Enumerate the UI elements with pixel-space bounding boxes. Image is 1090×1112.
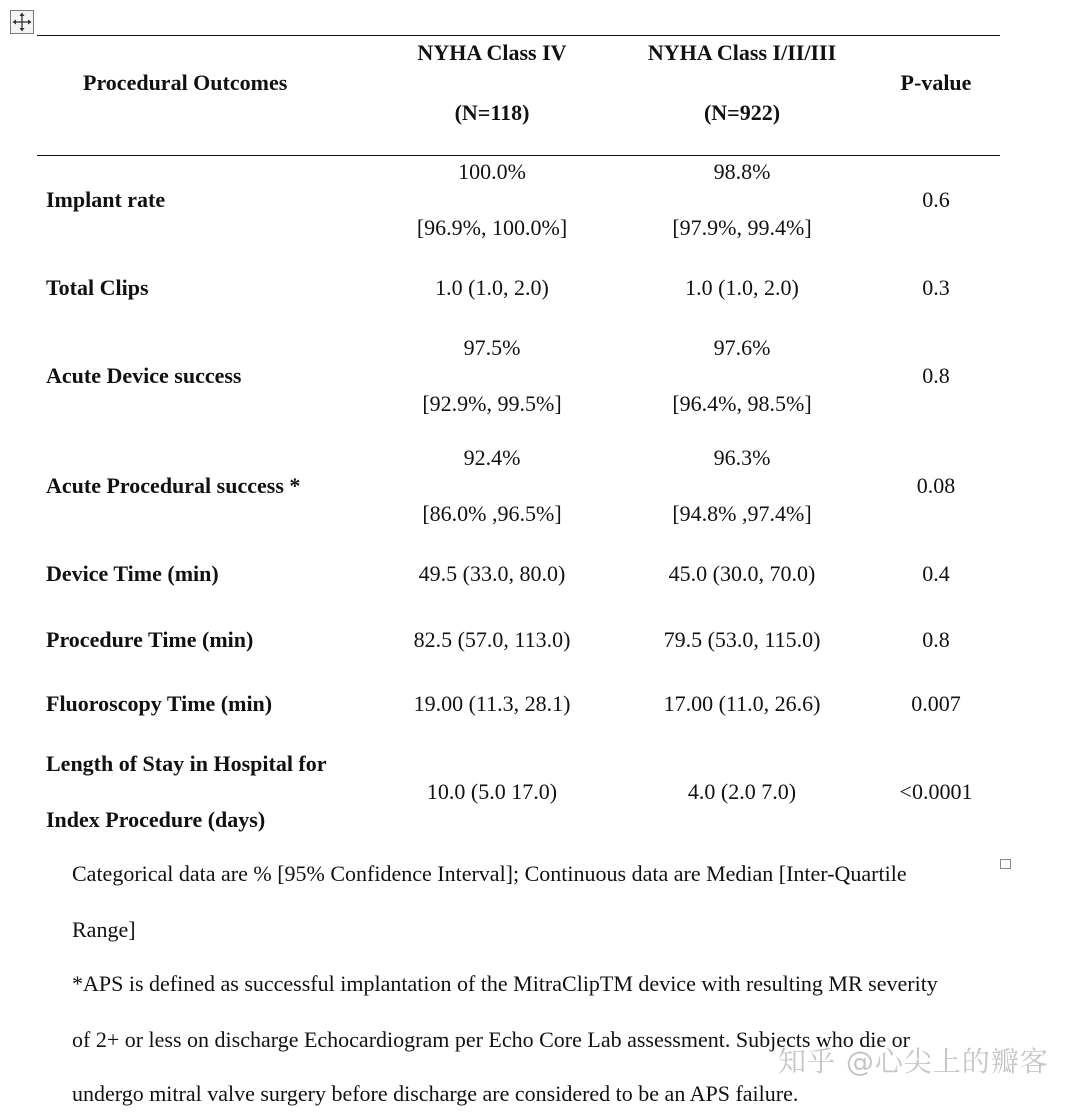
row-label-device-time: Device Time (min) — [46, 561, 219, 586]
move-arrows-icon — [11, 11, 33, 33]
implant-rate-class-iv-ci: [96.9%, 100.0%] — [416, 215, 568, 240]
fluoroscopy-time-class-i-iii: 17.00 (11.0, 26.6) — [663, 691, 821, 716]
device-time-class-i-iii: 45.0 (30.0, 70.0) — [668, 561, 816, 586]
row-label-length-of-stay-line1: Length of Stay in Hospital for — [46, 751, 327, 776]
device-time-class-iv: 49.5 (33.0, 80.0) — [418, 561, 566, 586]
acute-procedural-class-iv-ci: [86.0% ,96.5%] — [422, 501, 562, 526]
row-label-acute-device-success: Acute Device success — [46, 363, 242, 388]
row-label-implant-rate: Implant rate — [46, 187, 166, 212]
acute-device-class-i-iii-ci: [96.4%, 98.5%] — [672, 391, 812, 416]
acute-device-class-iv: 97.5% — [463, 335, 521, 360]
acute-procedural-class-i-iii-ci: [94.8% ,97.4%] — [672, 501, 812, 526]
header-class-iv-count: (N=118) — [454, 100, 530, 125]
length-of-stay-class-iv: 10.0 (5.0 17.0) — [426, 779, 558, 804]
fluoroscopy-time-p-value: 0.007 — [911, 691, 961, 716]
table-move-handle[interactable] — [10, 10, 34, 34]
row-label-length-of-stay-line2: Index Procedure (days) — [46, 807, 266, 832]
fluoroscopy-time-class-iv: 19.00 (11.3, 28.1) — [413, 691, 571, 716]
header-class-i-iii-count: (N=922) — [703, 100, 781, 125]
acute-procedural-class-iv: 92.4% — [463, 445, 521, 470]
header-class-iv-title: NYHA Class IV — [417, 40, 567, 65]
footnote-line-1: Categorical data are % [95% Confidence Interval]; Continuous data are Median [Inter-Quartile — [72, 861, 907, 886]
implant-rate-class-iv: 100.0% — [458, 159, 526, 184]
device-time-p-value: 0.4 — [922, 561, 950, 586]
footnote-line-4: of 2+ or less on discharge Echocardiogram per Echo Core Lab assessment. Subjects who die or — [72, 1027, 910, 1052]
footnote-line-5: undergo mitral valve surgery before discharge are considered to be an APS failure. — [72, 1081, 799, 1106]
acute-device-p-value: 0.8 — [922, 363, 950, 388]
implant-rate-class-i-iii-ci: [97.9%, 99.4%] — [672, 215, 812, 240]
total-clips-class-iv: 1.0 (1.0, 2.0) — [435, 275, 549, 300]
paragraph-marker-box — [1000, 859, 1011, 869]
table-top-rule — [37, 35, 1000, 36]
acute-procedural-class-i-iii: 96.3% — [713, 445, 771, 470]
row-label-total-clips: Total Clips — [46, 275, 149, 300]
acute-procedural-p-value: 0.08 — [916, 473, 956, 498]
length-of-stay-class-i-iii: 4.0 (2.0 7.0) — [687, 779, 797, 804]
length-of-stay-p-value: <0.0001 — [899, 779, 973, 804]
procedure-time-p-value: 0.8 — [922, 627, 950, 652]
implant-rate-class-i-iii: 98.8% — [713, 159, 771, 184]
header-procedural-outcomes: Procedural Outcomes — [83, 70, 288, 95]
row-label-procedure-time: Procedure Time (min) — [46, 627, 254, 652]
footnote-line-2: Range] — [72, 917, 136, 942]
procedure-time-class-iv: 82.5 (57.0, 113.0) — [413, 627, 571, 652]
procedure-time-class-i-iii: 79.5 (53.0, 115.0) — [663, 627, 821, 652]
acute-device-class-iv-ci: [92.9%, 99.5%] — [422, 391, 562, 416]
implant-rate-p-value: 0.6 — [922, 187, 950, 212]
header-p-value: P-value — [900, 70, 972, 95]
row-label-fluoroscopy-time: Fluoroscopy Time (min) — [46, 691, 273, 716]
footnote-line-3: *APS is defined as successful implantation of the MitraClipTM device with resulting MR severity — [72, 971, 938, 996]
watermark: 知乎 @心尖上的瓣客 — [778, 1045, 1049, 1078]
total-clips-p-value: 0.3 — [922, 275, 950, 300]
acute-device-class-i-iii: 97.6% — [713, 335, 771, 360]
row-label-acute-procedural-success: Acute Procedural success * — [46, 473, 301, 498]
total-clips-class-i-iii: 1.0 (1.0, 2.0) — [685, 275, 799, 300]
header-class-i-iii-title: NYHA Class I/II/III — [647, 40, 837, 65]
table-header-rule — [37, 155, 1000, 156]
